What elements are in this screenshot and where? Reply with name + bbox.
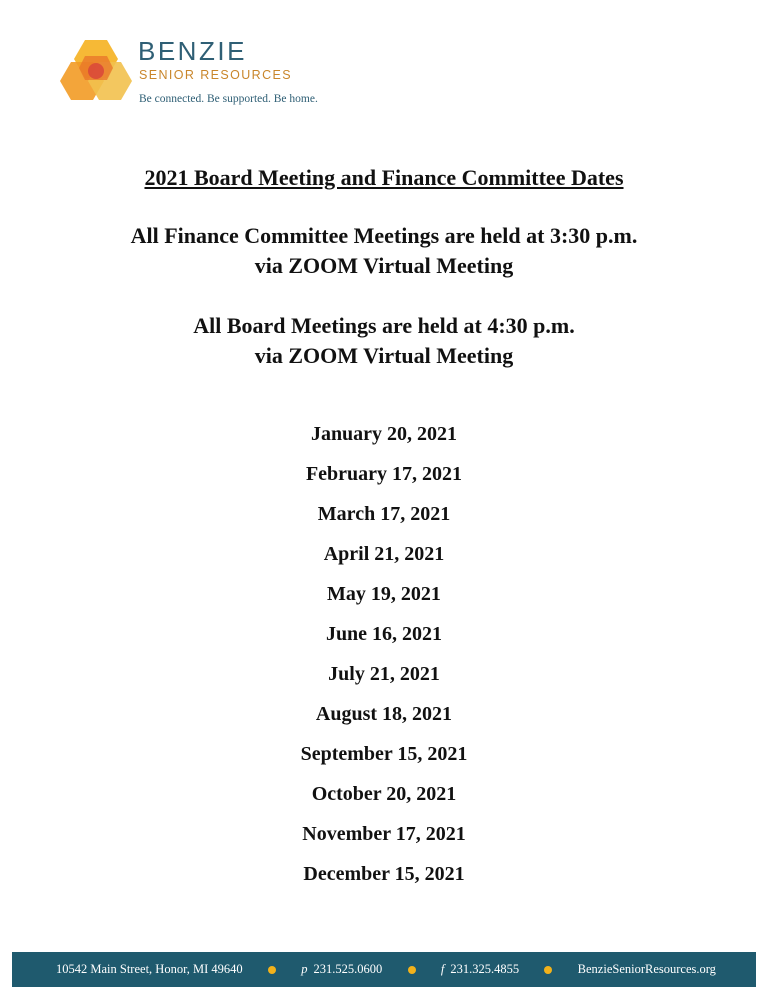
meeting-dates-list bbox=[0, 414, 768, 894]
meeting-date: August 18, 2021 bbox=[315, 703, 453, 725]
bullet-dot-icon bbox=[544, 966, 552, 974]
finance-notice-location: via ZOOM Virtual Meeting bbox=[254, 253, 514, 278]
organization-logo bbox=[58, 38, 358, 113]
meeting-date: October 20, 2021 bbox=[311, 783, 457, 805]
footer-fax bbox=[441, 962, 519, 977]
meeting-date: June 16, 2021 bbox=[325, 623, 443, 645]
fax-number: 231.325.4855 bbox=[450, 962, 520, 976]
finance-notice-time: All Finance Committee Meetings are held at 3:30 p.m. bbox=[130, 223, 638, 248]
phone-label: p bbox=[301, 962, 308, 976]
meeting-date: December 15, 2021 bbox=[303, 863, 465, 885]
meeting-date: March 17, 2021 bbox=[317, 503, 451, 525]
board-notice-time: All Board Meetings are held at 4:30 p.m. bbox=[193, 313, 575, 338]
fax-label: f bbox=[440, 962, 445, 976]
meeting-date: January 20, 2021 bbox=[310, 423, 458, 445]
brand-subtitle: SENIOR RESOURCES bbox=[139, 68, 292, 82]
board-notice-location: via ZOOM Virtual Meeting bbox=[254, 343, 514, 368]
board-meeting-notice bbox=[0, 311, 768, 371]
document-body bbox=[0, 163, 768, 894]
footer-address: 10542 Main Street, Honor, MI 49640 bbox=[56, 962, 243, 976]
meeting-date: May 19, 2021 bbox=[327, 583, 441, 605]
phone-number: 231.525.0600 bbox=[313, 962, 383, 976]
meeting-date: April 21, 2021 bbox=[323, 543, 445, 565]
bullet-dot-icon bbox=[268, 966, 276, 974]
meeting-date: February 17, 2021 bbox=[305, 463, 463, 485]
honeycomb-logo-icon bbox=[58, 38, 134, 102]
contact-footer bbox=[12, 952, 756, 987]
bullet-dot-icon bbox=[408, 966, 416, 974]
document-title: 2021 Board Meeting and Finance Committee Dates bbox=[144, 165, 624, 190]
meeting-date: September 15, 2021 bbox=[300, 743, 468, 765]
meeting-date: November 17, 2021 bbox=[302, 823, 466, 845]
brand-tagline: Be connected. Be supported. Be home. bbox=[139, 93, 318, 105]
footer-phone bbox=[301, 962, 382, 977]
meeting-date: July 21, 2021 bbox=[328, 663, 440, 685]
finance-committee-notice bbox=[0, 221, 768, 281]
brand-name: BENZIE bbox=[138, 36, 247, 66]
footer-website: BenzieSeniorResources.org bbox=[577, 962, 716, 976]
